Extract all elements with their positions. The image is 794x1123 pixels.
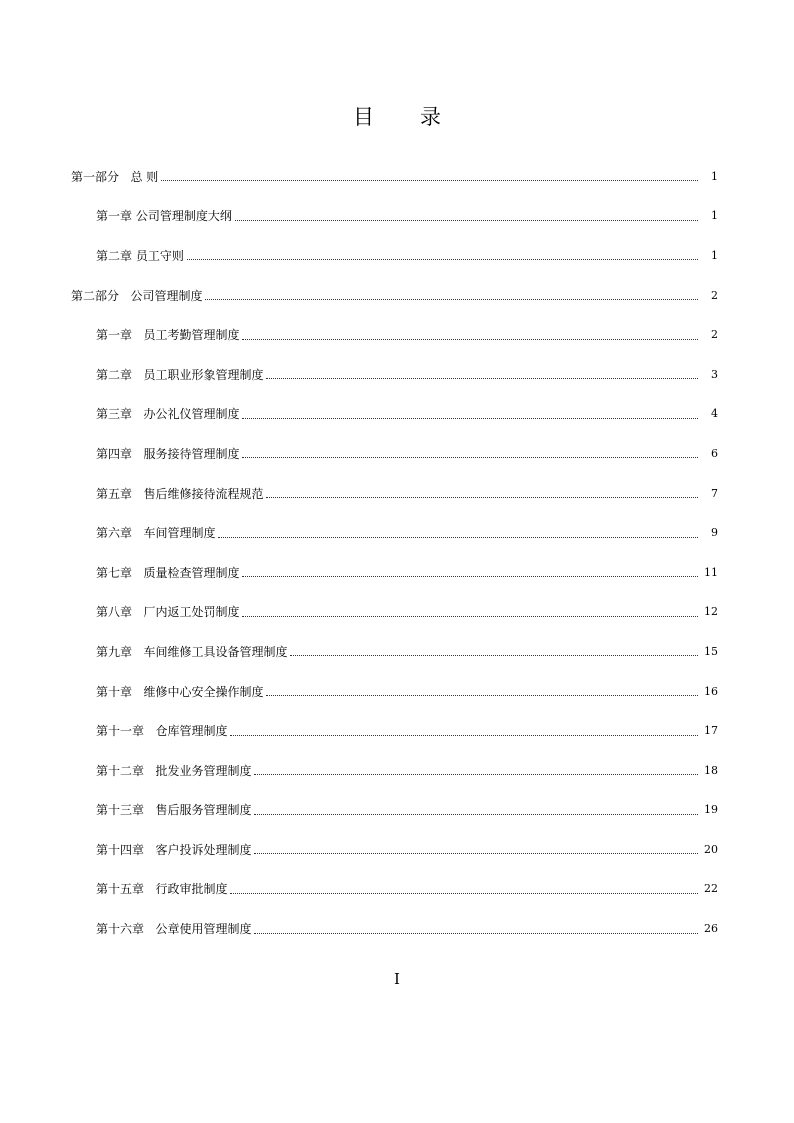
toc-entry-number: 第二章 xyxy=(96,367,133,382)
toc-entry-page: 7 xyxy=(711,486,718,500)
toc-entry-separator xyxy=(144,881,155,897)
toc-leader-dots xyxy=(266,695,698,696)
toc-entry-label xyxy=(96,842,251,858)
toc-entry-separator xyxy=(132,565,143,581)
toc-entry-name: 售后维修接待流程规范 xyxy=(143,486,264,501)
toc-leader-dots xyxy=(254,774,698,775)
toc-entry-label xyxy=(96,406,239,422)
toc-leader-dots xyxy=(230,735,698,736)
toc-entry-number: 第五章 xyxy=(96,486,133,501)
toc-entry[interactable] xyxy=(0,909,794,949)
toc-entry-page: 1 xyxy=(711,169,718,183)
toc-entry-name: 办公礼仪管理制度 xyxy=(143,407,240,422)
toc-entry-name: 公司管理制度 xyxy=(130,288,203,303)
toc-entry-page: 16 xyxy=(704,684,718,698)
toc-leader-dots xyxy=(242,576,698,577)
toc-entry-name: 总 则 xyxy=(130,169,159,184)
toc-leader-dots xyxy=(161,180,698,181)
toc-leader-dots xyxy=(254,853,698,854)
toc-entry-page: 6 xyxy=(711,446,718,460)
toc-entry-separator xyxy=(132,684,143,700)
toc-entry[interactable] xyxy=(0,474,794,514)
toc-entry-separator xyxy=(119,288,130,304)
toc-entry-number: 第三章 xyxy=(96,407,133,422)
toc-entry-page: 4 xyxy=(711,407,718,421)
toc-entry[interactable] xyxy=(0,197,794,237)
toc-leader-dots xyxy=(235,220,698,221)
toc-entry-number: 第十二章 xyxy=(96,763,145,778)
toc-entry-name: 员工职业形象管理制度 xyxy=(143,367,264,382)
toc-entry-name: 质量检查管理制度 xyxy=(143,565,240,580)
toc-entry[interactable] xyxy=(0,157,794,197)
toc-leader-dots xyxy=(254,814,698,815)
toc-entry-name: 仓库管理制度 xyxy=(155,724,228,739)
toc-entry-label xyxy=(71,169,158,185)
toc-entry-separator xyxy=(132,604,143,620)
toc-entry[interactable] xyxy=(0,711,794,751)
toc-entry-separator xyxy=(132,525,143,541)
toc-leader-dots xyxy=(242,616,698,617)
toc-title-left: 目 xyxy=(353,105,374,129)
toc-entry-number: 第十四章 xyxy=(96,842,145,857)
toc-leader-dots xyxy=(230,893,698,894)
toc-entry-number: 第十六章 xyxy=(96,922,145,937)
toc-entry-label xyxy=(96,486,263,502)
toc-leader-dots xyxy=(205,299,698,300)
toc-entry-name: 员工考勤管理制度 xyxy=(143,328,240,343)
page-number: I xyxy=(394,970,400,988)
toc-entry-page: 1 xyxy=(711,248,718,262)
toc-entry-label xyxy=(96,684,263,700)
toc-entry-page: 2 xyxy=(711,328,718,342)
toc-entry-separator xyxy=(144,723,155,739)
toc-leader-dots xyxy=(254,933,698,934)
toc-entry-separator xyxy=(132,644,143,660)
toc-entry-number: 第二章 xyxy=(96,248,133,263)
toc-entry-label xyxy=(96,525,215,541)
toc-entry-separator xyxy=(132,367,143,383)
toc-entry-name: 行政审批制度 xyxy=(155,882,228,897)
toc-entry-number: 第二部分 xyxy=(71,288,120,303)
toc-entry-number: 第十三章 xyxy=(96,803,145,818)
toc-entry-label xyxy=(96,327,239,343)
toc-entry-page: 2 xyxy=(711,288,718,302)
toc-entry-separator xyxy=(132,486,143,502)
toc-leader-dots xyxy=(242,418,698,419)
toc-entry-page: 17 xyxy=(704,724,718,738)
toc-entry[interactable] xyxy=(0,355,794,395)
toc-entry-page: 3 xyxy=(711,367,718,381)
toc-entry-name: 员工守则 xyxy=(135,248,184,263)
toc-entry-separator xyxy=(119,169,130,185)
toc-entry[interactable] xyxy=(0,236,794,276)
toc-entry[interactable] xyxy=(0,315,794,355)
toc-leader-dots xyxy=(242,457,698,458)
toc-entry-name: 车间管理制度 xyxy=(143,526,216,541)
toc-entry[interactable] xyxy=(0,751,794,791)
toc-entry-page: 11 xyxy=(704,565,718,579)
toc-entry[interactable] xyxy=(0,513,794,553)
toc-entry-number: 第十章 xyxy=(96,684,133,699)
toc-entry-name: 售后服务管理制度 xyxy=(155,803,252,818)
toc-entry-page: 26 xyxy=(704,922,718,936)
toc-entry-label xyxy=(71,288,202,304)
toc-entry-label xyxy=(96,763,251,779)
toc-entry-page: 20 xyxy=(704,842,718,856)
toc-entry-number: 第八章 xyxy=(96,605,133,620)
toc-entry-number: 第六章 xyxy=(96,526,133,541)
toc-entry-separator xyxy=(132,446,143,462)
toc-entry-page: 1 xyxy=(711,209,718,223)
toc-entry-page: 19 xyxy=(704,803,718,817)
toc-entry-number: 第十一章 xyxy=(96,724,145,739)
toc-leader-dots xyxy=(218,537,698,538)
toc-entry[interactable] xyxy=(0,830,794,870)
toc-entry-page: 15 xyxy=(704,644,718,658)
toc-entry-page: 22 xyxy=(704,882,718,896)
toc-entry-name: 维修中心安全操作制度 xyxy=(143,684,264,699)
toc-entry-label xyxy=(96,881,227,897)
toc-entry-separator xyxy=(144,842,155,858)
toc-entry-name: 服务接待管理制度 xyxy=(143,446,240,461)
toc-entry-separator xyxy=(132,406,143,422)
toc-entry[interactable] xyxy=(0,791,794,831)
toc-entry-page: 18 xyxy=(704,763,718,777)
toc-entry-number: 第四章 xyxy=(96,446,133,461)
toc-entry-page: 9 xyxy=(711,526,718,540)
toc-entry-number: 第一部分 xyxy=(71,169,120,184)
toc-entry-separator xyxy=(144,763,155,779)
toc-entry-label xyxy=(96,446,239,462)
toc-entry[interactable] xyxy=(0,395,794,435)
toc-entry-name: 批发业务管理制度 xyxy=(155,763,252,778)
toc-entry-name: 公司管理制度大纲 xyxy=(135,209,232,224)
toc-entry-number: 第七章 xyxy=(96,565,133,580)
toc-entry-label xyxy=(96,921,251,937)
toc-entry-label xyxy=(96,248,184,264)
toc-entry-name: 客户投诉处理制度 xyxy=(155,842,252,857)
toc-title-right: 录 xyxy=(420,105,441,129)
toc-entry-number: 第十五章 xyxy=(96,882,145,897)
toc-entry-separator xyxy=(144,802,155,818)
toc-entry-label xyxy=(96,604,239,620)
toc-leader-dots xyxy=(290,655,698,656)
toc-entry-label xyxy=(96,208,232,224)
toc-entry-page: 12 xyxy=(704,605,718,619)
toc-entry[interactable] xyxy=(0,553,794,593)
toc-entry-number: 第一章 xyxy=(96,328,133,343)
toc-entry-label xyxy=(96,802,251,818)
toc-entry[interactable] xyxy=(0,672,794,712)
toc-entry-label xyxy=(96,723,227,739)
toc-entry-separator xyxy=(132,327,143,343)
toc-entry[interactable] xyxy=(0,276,794,316)
toc-entry-label xyxy=(96,565,239,581)
toc-entry-label xyxy=(96,644,287,660)
toc-entry-name: 车间维修工具设备管理制度 xyxy=(143,644,288,659)
toc-leader-dots xyxy=(187,259,698,260)
toc-entry[interactable] xyxy=(0,632,794,672)
toc-entry-label xyxy=(96,367,263,383)
toc-entry-number: 第一章 xyxy=(96,209,133,224)
toc-entry-separator xyxy=(144,921,155,937)
toc-leader-dots xyxy=(266,497,698,498)
toc-entry-name: 公章使用管理制度 xyxy=(155,922,252,937)
toc-entry-number: 第九章 xyxy=(96,644,133,659)
toc-entry-name: 厂内返工处罚制度 xyxy=(143,605,240,620)
toc-entry[interactable] xyxy=(0,593,794,633)
toc-entry[interactable] xyxy=(0,434,794,474)
toc-entry[interactable] xyxy=(0,870,794,910)
table-of-contents xyxy=(0,157,794,949)
toc-leader-dots xyxy=(266,378,698,379)
toc-title xyxy=(0,104,794,130)
toc-leader-dots xyxy=(242,339,698,340)
